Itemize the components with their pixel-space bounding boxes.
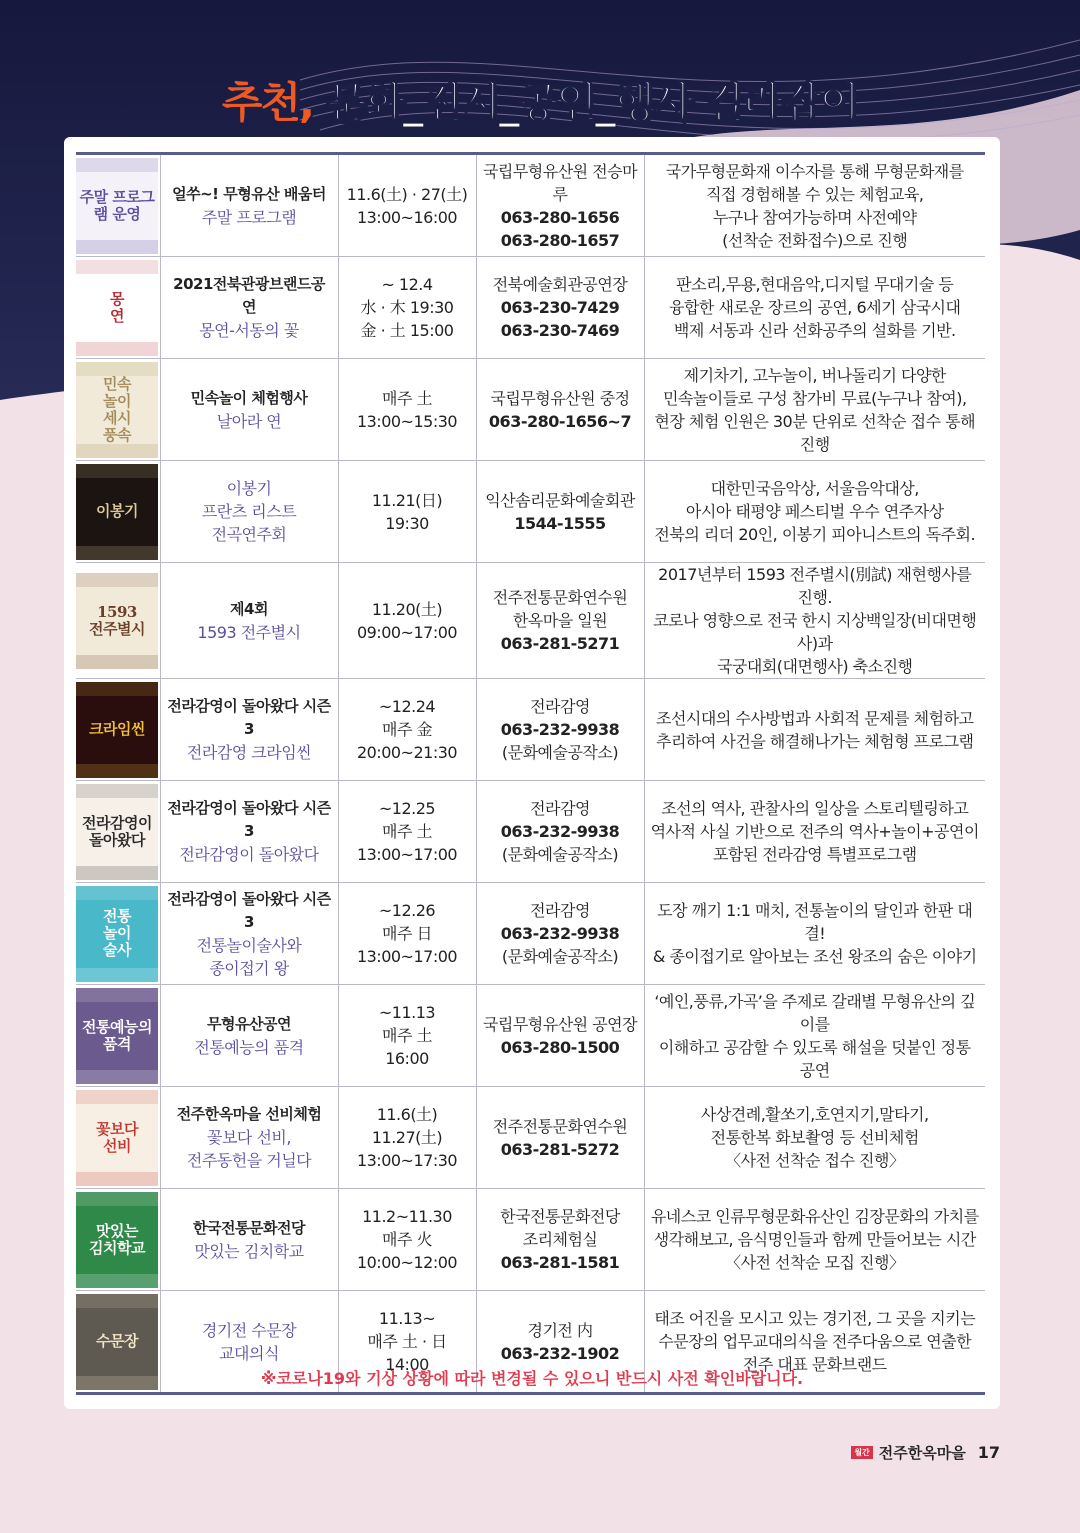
event-time-line: 11.20(土) xyxy=(371,599,443,619)
event-subtitle: 전라감영이 돌아왔다 시즌3 xyxy=(167,697,331,738)
event-phone: 063-230-7429 xyxy=(500,298,620,317)
event-title-cell xyxy=(160,461,338,563)
event-time-line: 13:00~17:00 xyxy=(356,845,458,864)
event-title-cell xyxy=(160,679,338,781)
event-phone: 063-281-5271 xyxy=(500,634,620,653)
event-description-line: 현장 체험 인원은 30분 단위로 선착순 접수 통해 진행 xyxy=(654,411,976,454)
event-thumbnail-cell xyxy=(76,563,160,679)
event-phone: 063-281-5272 xyxy=(500,1139,620,1159)
event-thumbnail-cell xyxy=(76,985,160,1087)
events-table xyxy=(76,152,985,1395)
event-phone: 063-230-7469 xyxy=(500,321,620,340)
event-phone: 063-280-1657 xyxy=(500,230,620,250)
poster-deco xyxy=(76,988,158,1002)
event-subtitle: 무형유산공연 xyxy=(207,1014,291,1033)
page-number: 17 xyxy=(977,1443,1000,1462)
event-time-line: 13:00~17:00 xyxy=(356,947,458,966)
event-time-line: 13:00~15:30 xyxy=(356,411,458,431)
poster-deco xyxy=(76,342,158,356)
event-description-line: 생각해보고, 음식명인들과 함께 만들어보는 시간 xyxy=(653,1230,976,1249)
poster-text: 수문장 xyxy=(96,1332,138,1350)
event-place: 익산솜리문화예술회관 xyxy=(485,490,635,510)
poster-text: 꽃보다 xyxy=(96,1119,138,1138)
event-description-line: 2017년부터 1593 전주별시(別試) 재현행사를 진행. xyxy=(658,565,972,607)
event-time-line: 매주 火 xyxy=(382,1230,432,1249)
event-time-line: ~ 12.4 xyxy=(381,275,433,294)
event-description-line: 수문장의 업무교대의식을 전주다움으로 연출한 xyxy=(658,1332,972,1351)
event-poster-image xyxy=(76,886,158,982)
event-place-cell xyxy=(476,563,644,679)
event-description-line: 〈사전 선착순 접수 진행〉 xyxy=(725,1151,905,1170)
event-time-line: 13:00~17:30 xyxy=(356,1151,458,1170)
event-time-line: 11.13~ xyxy=(378,1309,436,1328)
poster-text: 품격 xyxy=(103,1034,131,1053)
poster-text: 맛있는 xyxy=(96,1221,138,1240)
magazine-badge: 월간 xyxy=(851,1446,872,1459)
event-description-line: 유네스코 인류무형문화유산인 김장문화의 가치를 xyxy=(650,1207,979,1226)
event-time-line: 매주 土 · 日 xyxy=(367,1332,447,1351)
event-poster-image xyxy=(76,988,158,1084)
table-row xyxy=(76,781,985,883)
event-subtitle: 제4회 xyxy=(230,599,268,618)
event-subtitle: 전주한옥마을 선비체험 xyxy=(176,1105,322,1123)
event-time-line: 11.27(土) xyxy=(371,1128,443,1147)
event-description-line: 역사적 사실 기반으로 전주의 역사+놀이+공연이 xyxy=(650,822,979,841)
event-place: 전주전통문화연수원 xyxy=(492,588,628,607)
event-description-line: 태조 어진을 모시고 있는 경기전, 그 곳을 지키는 xyxy=(654,1309,976,1328)
event-name: 전라감영이 돌아왔다 xyxy=(179,845,319,864)
event-description-line: 백제 서동과 신라 선화공주의 설화를 기반. xyxy=(673,321,956,340)
event-description-line: 조선시대의 수사방법과 사회적 문제를 체험하고 xyxy=(656,708,974,728)
event-description-cell xyxy=(644,154,985,257)
poster-text: 1593 xyxy=(97,602,137,621)
event-thumbnail-cell xyxy=(76,1087,160,1189)
event-place-cell xyxy=(476,781,644,883)
event-poster-image xyxy=(76,260,158,356)
event-name: 1593 전주별시 xyxy=(197,622,301,642)
event-description-line: 〈사전 선착순 모집 진행〉 xyxy=(725,1253,905,1272)
event-time-cell xyxy=(338,1087,476,1189)
event-place-note: (문화예술공작소) xyxy=(501,743,619,762)
table-row xyxy=(76,679,985,781)
table-row xyxy=(76,257,985,359)
event-poster-image xyxy=(76,573,158,669)
poster-deco xyxy=(76,240,158,254)
event-place-note: (문화예술공작소) xyxy=(501,947,619,966)
event-place: 조리체험실 xyxy=(522,1230,598,1249)
event-time-line: 19:30 xyxy=(385,513,429,533)
event-description-cell xyxy=(644,461,985,563)
event-description-cell xyxy=(644,985,985,1087)
event-title-cell xyxy=(160,257,338,359)
poster-deco xyxy=(76,886,158,900)
event-description-line: 코로나 영향으로 전국 한시 지상백일장(비대면행사)과 xyxy=(653,611,977,653)
event-description-line: 국궁대회(대면행사) 축소진행 xyxy=(716,657,913,676)
event-time-line: 11.2~11.30 xyxy=(362,1207,452,1226)
event-place-cell xyxy=(476,679,644,781)
event-thumbnail-cell xyxy=(76,679,160,781)
event-description-cell xyxy=(644,883,985,985)
table-row xyxy=(76,985,985,1087)
event-time-line: 13:00~16:00 xyxy=(356,207,458,227)
event-time-cell xyxy=(338,883,476,985)
event-poster-image xyxy=(76,682,158,778)
event-thumbnail-cell xyxy=(76,461,160,563)
event-place-note: (문화예술공작소) xyxy=(501,845,619,864)
event-name: 경기전 수문장 xyxy=(201,1320,297,1340)
event-title-cell xyxy=(160,1087,338,1189)
event-place: 전라감영 xyxy=(530,901,590,920)
event-name: 교대의식 xyxy=(219,1343,279,1363)
poster-deco xyxy=(76,1192,158,1206)
poster-text: 선비 xyxy=(103,1136,131,1155)
event-name: 전곡연주회 xyxy=(211,525,287,544)
event-title-cell xyxy=(160,359,338,461)
event-place: 전라감영 xyxy=(530,799,590,818)
event-thumbnail-cell xyxy=(76,154,160,257)
event-place: 한국전통문화전당 xyxy=(500,1207,620,1226)
event-time-line: 水 · 木 19:30 xyxy=(360,298,454,317)
event-title-cell xyxy=(160,1189,338,1291)
event-place: 경기전 内 xyxy=(527,1320,593,1340)
poster-text: 전통예능의 xyxy=(82,1017,152,1036)
event-place: 전북예술회관공연장 xyxy=(492,275,628,294)
poster-text: 풍속 xyxy=(103,425,131,444)
event-place: 국립무형유산원 공연장 xyxy=(482,1014,638,1034)
event-name: 이봉기 xyxy=(226,479,272,498)
event-time-line: 14:00 xyxy=(385,1355,429,1374)
event-place-cell xyxy=(476,257,644,359)
event-phone: 063-280-1656 xyxy=(500,207,620,227)
event-time-line: 매주 土 xyxy=(382,822,432,841)
table-row xyxy=(76,563,985,679)
event-time-line: 매주 土 xyxy=(382,1026,432,1045)
event-description-line: & 종이접기로 알아보는 조선 왕조의 숨은 이야기 xyxy=(652,947,977,966)
event-place-cell xyxy=(476,1189,644,1291)
event-title-cell xyxy=(160,985,338,1087)
event-description-line: 판소리,무용,현대음악,디지털 무대기술 등 xyxy=(676,275,954,294)
event-poster-image xyxy=(76,464,158,560)
table-row xyxy=(76,359,985,461)
event-place-cell xyxy=(476,883,644,985)
poster-text: 전라감영이 xyxy=(82,813,152,832)
event-time-line: 11.6(土) xyxy=(376,1105,438,1124)
table-row xyxy=(76,154,985,257)
event-phone: 063-281-1581 xyxy=(500,1253,620,1272)
event-time-line: 金 · 土 15:00 xyxy=(360,321,454,340)
page-footer xyxy=(851,1442,1000,1463)
event-thumbnail-cell xyxy=(76,257,160,359)
event-description-cell xyxy=(644,1087,985,1189)
event-place-cell xyxy=(476,985,644,1087)
poster-text: 민속 xyxy=(103,374,131,393)
event-time-line: 11.6(土) · 27(土) xyxy=(346,184,468,204)
event-phone: 063-280-1656~7 xyxy=(488,411,632,431)
event-phone: 063-280-1500 xyxy=(500,1037,620,1057)
event-title-cell xyxy=(160,883,338,985)
poster-text: 김치학교 xyxy=(89,1238,145,1257)
event-thumbnail-cell xyxy=(76,781,160,883)
event-description-line: 포함된 전라감영 특별프로그램 xyxy=(712,845,917,864)
poster-deco xyxy=(76,1294,158,1308)
event-description-line: 대한민국음악상, 서울음악대상, xyxy=(710,479,919,498)
event-poster-image xyxy=(76,784,158,880)
event-place-cell xyxy=(476,359,644,461)
poster-text: 돌아왔다 xyxy=(89,830,145,849)
event-time-line: 매주 金 xyxy=(382,720,432,739)
event-time-line: 10:00~12:00 xyxy=(356,1253,458,1272)
event-time-line: 16:00 xyxy=(385,1049,429,1068)
poster-deco xyxy=(76,1172,158,1186)
event-description-line: 추리하여 사건을 해결해나가는 체험형 프로그램 xyxy=(656,731,974,751)
poster-text: 놀이 xyxy=(103,391,131,410)
event-time-cell xyxy=(338,257,476,359)
event-time-cell xyxy=(338,563,476,679)
poster-text: 전통 xyxy=(103,907,131,925)
event-time-line: 11.21(日) xyxy=(371,490,443,510)
event-name: 전통예능의 품격 xyxy=(194,1037,304,1057)
event-name: 꽃보다 선비, xyxy=(207,1128,291,1147)
event-phone: 063-232-9938 xyxy=(500,720,620,739)
event-time-cell xyxy=(338,359,476,461)
event-description-line: 이해하고 공감할 수 있도록 해설을 덧붙인 정통 공연 xyxy=(658,1037,971,1080)
event-time-line: 09:00~17:00 xyxy=(356,622,458,642)
event-time-line: ~11.13 xyxy=(378,1003,436,1022)
event-place: 전주전통문화연수원 xyxy=(492,1116,628,1136)
event-description-line: 민속놀이들로 구성 참가비 무료(누구나 참여), xyxy=(662,388,967,408)
poster-deco xyxy=(76,158,158,172)
event-name: 주말 프로그램 xyxy=(201,207,297,227)
poster-text: 세시 xyxy=(103,408,131,427)
event-name: 맛있는 김치학교 xyxy=(194,1241,304,1261)
event-description-line: 아시아 태평양 페스티벌 우수 연주자상 xyxy=(685,502,944,521)
event-description-line: 전통한복 화보촬영 등 선비체험 xyxy=(710,1128,919,1147)
event-description-cell xyxy=(644,781,985,883)
event-name: 전라감영 크라임씬 xyxy=(186,743,312,762)
poster-deco xyxy=(76,682,158,696)
event-description-line: 제기차기, 고누놀이, 버나돌리기 다양한 xyxy=(683,365,946,385)
event-description-line: ‘예인,풍류,가곡’을 주제로 갈래별 무형유산의 깊이를 xyxy=(654,991,976,1034)
notice-text: ※코로나19와 기상 상황에 따라 변경될 수 있으니 반드시 사전 확인바랍니다. xyxy=(260,1369,804,1388)
event-time-line: ~12.24 xyxy=(378,697,436,716)
event-phone: 063-232-9938 xyxy=(500,822,620,841)
event-title-cell xyxy=(160,154,338,257)
event-time-line: ~12.26 xyxy=(378,901,436,920)
event-description-line: 직접 경험해볼 수 있는 체험교육, xyxy=(706,184,924,204)
event-name: 전주동헌을 거닐다 xyxy=(186,1151,312,1170)
event-time-line: 매주 土 xyxy=(382,388,432,408)
poster-deco xyxy=(76,1274,158,1288)
event-thumbnail-cell xyxy=(76,1189,160,1291)
table-row xyxy=(76,1189,985,1291)
event-time-line: 매주 日 xyxy=(382,924,432,943)
event-poster-image xyxy=(76,1192,158,1288)
table-row xyxy=(76,461,985,563)
event-description-cell xyxy=(644,679,985,781)
poster-deco xyxy=(76,362,158,376)
poster-deco xyxy=(76,655,158,669)
event-title-cell xyxy=(160,781,338,883)
event-time-cell xyxy=(338,679,476,781)
event-description-cell xyxy=(644,563,985,679)
event-phone: 1544-1555 xyxy=(514,513,606,533)
event-place: 전라감영 xyxy=(530,697,590,716)
event-title-cell xyxy=(160,563,338,679)
poster-deco xyxy=(76,784,158,798)
event-time-cell xyxy=(338,1189,476,1291)
event-subtitle: 한국전통문화전당 xyxy=(193,1218,305,1237)
poster-deco xyxy=(76,968,158,982)
page-title: 추천, 문화_전시_공연_행사 길라잡이 xyxy=(221,78,859,127)
poster-deco xyxy=(76,546,158,560)
event-subtitle: 민속놀이 체험행사 xyxy=(190,388,308,407)
event-description-line: 국가무형문화재 이수자를 통해 무형문화재를 xyxy=(665,161,964,181)
poster-text: 이봉기 xyxy=(96,502,138,520)
poster-text: 놀이 xyxy=(103,924,131,942)
table-row xyxy=(76,883,985,985)
event-name: 몽연-서동의 꽃 xyxy=(199,321,299,340)
event-place: 국립무형유산원 중정 xyxy=(490,388,630,408)
event-name: 종이접기 왕 xyxy=(209,958,289,978)
event-description-line: 사상견례,활쏘기,호연지기,말타기, xyxy=(700,1105,929,1124)
event-subtitle: 전라감영이 돌아왔다 시즌3 xyxy=(167,799,331,840)
table-row xyxy=(76,1087,985,1189)
event-time-line: ~12.25 xyxy=(378,799,436,818)
event-time-cell xyxy=(338,154,476,257)
event-name: 프란츠 리스트 xyxy=(201,502,297,521)
event-time-cell xyxy=(338,781,476,883)
event-subtitle: 2021전북관광브랜드공연 xyxy=(173,275,325,316)
event-subtitle: 전라감영이 돌아왔다 시즌3 xyxy=(167,889,331,931)
event-poster-image xyxy=(76,362,158,458)
event-description-cell xyxy=(644,257,985,359)
event-name: 날아라 연 xyxy=(216,411,282,431)
event-description-line: (선착순 전화접수)으로 진행 xyxy=(722,230,908,250)
event-description-line: 전북의 리더 20인, 이봉기 피아니스트의 독주회. xyxy=(654,525,976,544)
event-thumbnail-cell xyxy=(76,883,160,985)
poster-deco xyxy=(76,444,158,458)
poster-deco xyxy=(76,866,158,880)
poster-text: 전주별시 xyxy=(89,619,145,638)
poster-text: 크라임씬 xyxy=(89,720,145,738)
poster-deco xyxy=(76,464,158,478)
magazine-title: 전주한옥마을 xyxy=(878,1444,966,1462)
event-name: 전통놀이술사와 xyxy=(196,935,302,955)
event-subtitle: 얼쑤~! 무형유산 배움터 xyxy=(172,184,326,203)
event-place-cell xyxy=(476,461,644,563)
event-thumbnail-cell xyxy=(76,359,160,461)
event-description-line: 누구나 참여가능하며 사전예약 xyxy=(712,207,917,227)
event-time-cell xyxy=(338,985,476,1087)
event-description-line: 전주 대표 문화브랜드 xyxy=(742,1355,887,1374)
poster-text: 몽 xyxy=(110,289,124,308)
event-place: 국립무형유산원 전승마루 xyxy=(482,161,638,204)
poster-deco xyxy=(76,764,158,778)
poster-text: 술사 xyxy=(103,941,131,959)
event-time-cell xyxy=(338,461,476,563)
event-description-line: 도장 깨기 1:1 매치, 전통놀이의 달인과 한판 대결! xyxy=(657,901,973,943)
event-description-cell xyxy=(644,1189,985,1291)
poster-deco xyxy=(76,1090,158,1104)
event-poster-image xyxy=(76,158,158,254)
event-description-line: 융합한 새로운 장르의 공연, 6세기 삼국시대 xyxy=(669,298,961,317)
event-place-cell xyxy=(476,1087,644,1189)
poster-text: 연 xyxy=(110,306,124,325)
poster-deco xyxy=(76,260,158,274)
poster-deco xyxy=(76,573,158,587)
poster-deco xyxy=(76,1070,158,1084)
event-description-cell xyxy=(644,359,985,461)
event-phone: 063-232-1902 xyxy=(500,1343,620,1363)
event-place-cell xyxy=(476,154,644,257)
event-time-line: 20:00~21:30 xyxy=(356,743,458,762)
event-description-line: 조선의 역사, 관찰사의 일상을 스토리텔링하고 xyxy=(661,799,969,818)
poster-text: 주말 프로그램 운영 xyxy=(79,187,155,223)
event-place: 한옥마을 일원 xyxy=(512,611,608,630)
event-phone: 063-232-9938 xyxy=(500,924,620,943)
event-poster-image xyxy=(76,1090,158,1186)
